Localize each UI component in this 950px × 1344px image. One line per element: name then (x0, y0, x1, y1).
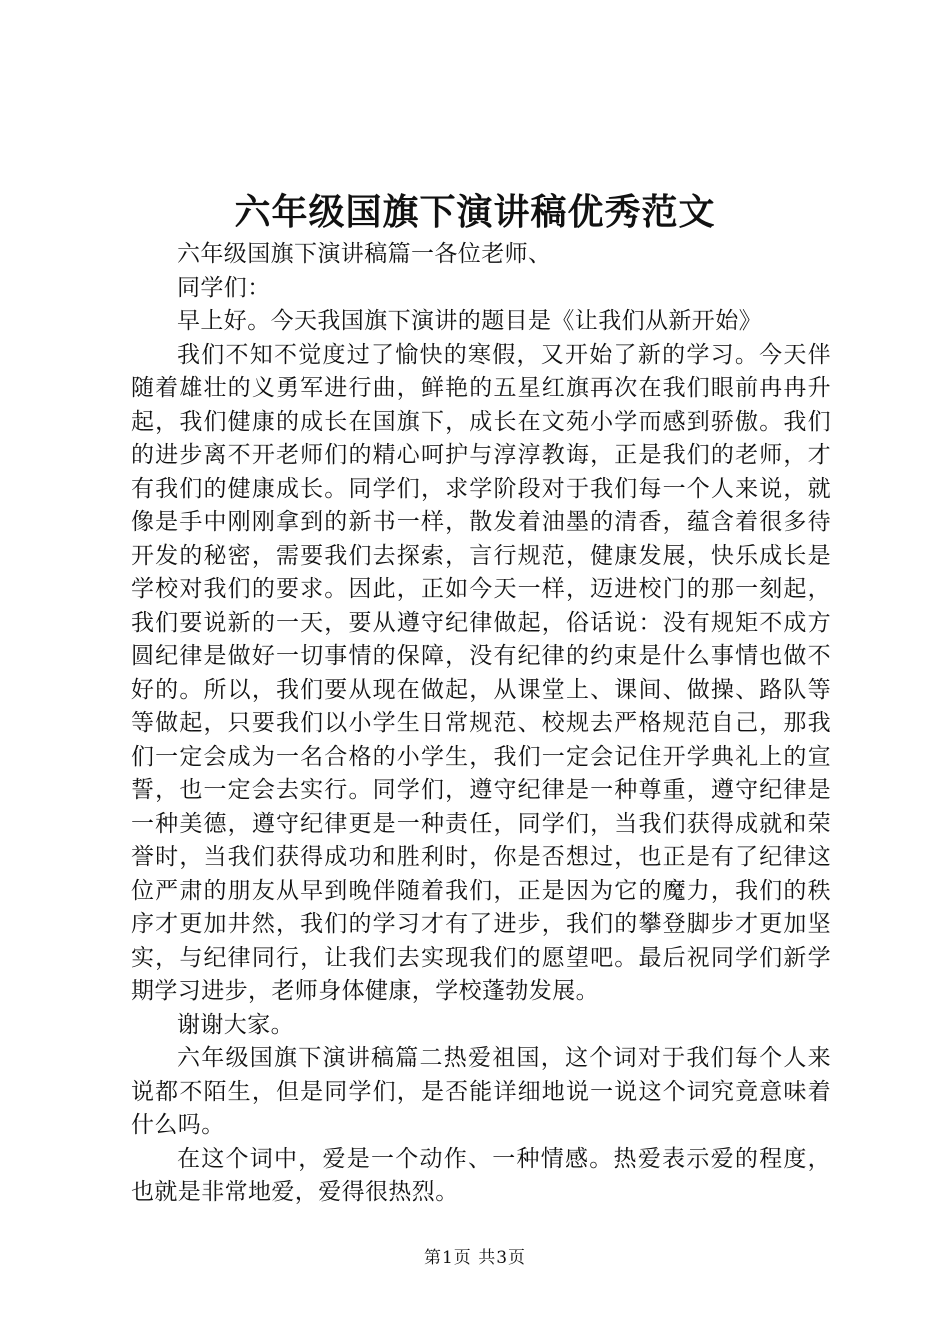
paragraph-salutation: 同学们： (177, 274, 271, 301)
paragraph-part-two-body: 在这个词中，爱是一个动作、一种情感。热爱表示爱的程度，也就是非常地爱，爱得很热烈。 (131, 1145, 831, 1205)
paragraph-main-speech: 我们不知不觉度过了愉快的寒假，又开始了新的学习。今天伴随着雄壮的义勇军进行曲，鲜艳的五星红旗再次在我们眼前冉冉升起，我们健康的成长在国旗下，成长在文苑小学而感到骄傲。我们的进步离不开老师们的精心呵护与淳淳教诲，正是我们的老师，才有我们的健康成长。同学们，求学阶段对于我们每一个人来说，就像是手中刚刚拿到的新书一样，散发着油墨的清香，蕴含着很多待开发的秘密，需要我们去探索，言行规范，健康发展，快乐成长是学校对我们的要求。因此，正如今天一样，迈进校门的那一刻起，我们要说新的一天，要从遵守纪律做起，俗话说：没有规矩不成方圆纪律是做好一切事情的保障，没有纪律的约束是什么事情也做不好的。所以，我们要从现在做起，从课堂上、课间、做操、路队等等做起，只要我们以小学生日常规范、校规去严格规范自己，那我们一定会成为一名合格的小学生，我们一定会记住开学典礼上的宣誓，也一定会去实行。同学们，遵守纪律是一种尊重，遵守纪律是一种美德，遵守纪律更是一种责任，同学们，当我们获得成就和荣誉时，当我们获得成功和胜利时，你是否想过，也正是有了纪律这位严肃的朋友从早到晚伴随着我们，正是因为它的魔力，我们的秩序才更加井然，我们的学习才有了进步，我们的攀登脚步才更加坚实，与纪律同行，让我们去实现我们的愿望吧。最后祝同学们新学期学习进步，老师身体健康，学校蓬勃发展。 (131, 341, 831, 1004)
paragraph-thanks: 谢谢大家。 (177, 1011, 294, 1038)
paragraph-greeting: 早上好。今天我国旗下演讲的题目是《让我们从新开始》 (177, 308, 762, 334)
document-title: 六年级国旗下演讲稿优秀范文 (234, 191, 716, 233)
paragraph-part-two-intro: 六年级国旗下演讲稿篇二热爱祖国，这个词对于我们每个人来说都不陌生，但是同学们，是否能详细地说一说这个词究竟意味着什么吗。 (131, 1045, 831, 1138)
page-number-footer: 第1页 共3页 (423, 1248, 527, 1268)
paragraph-heading-part-one: 六年级国旗下演讲稿篇一各位老师、 (177, 241, 552, 267)
document-body (131, 238, 831, 1210)
